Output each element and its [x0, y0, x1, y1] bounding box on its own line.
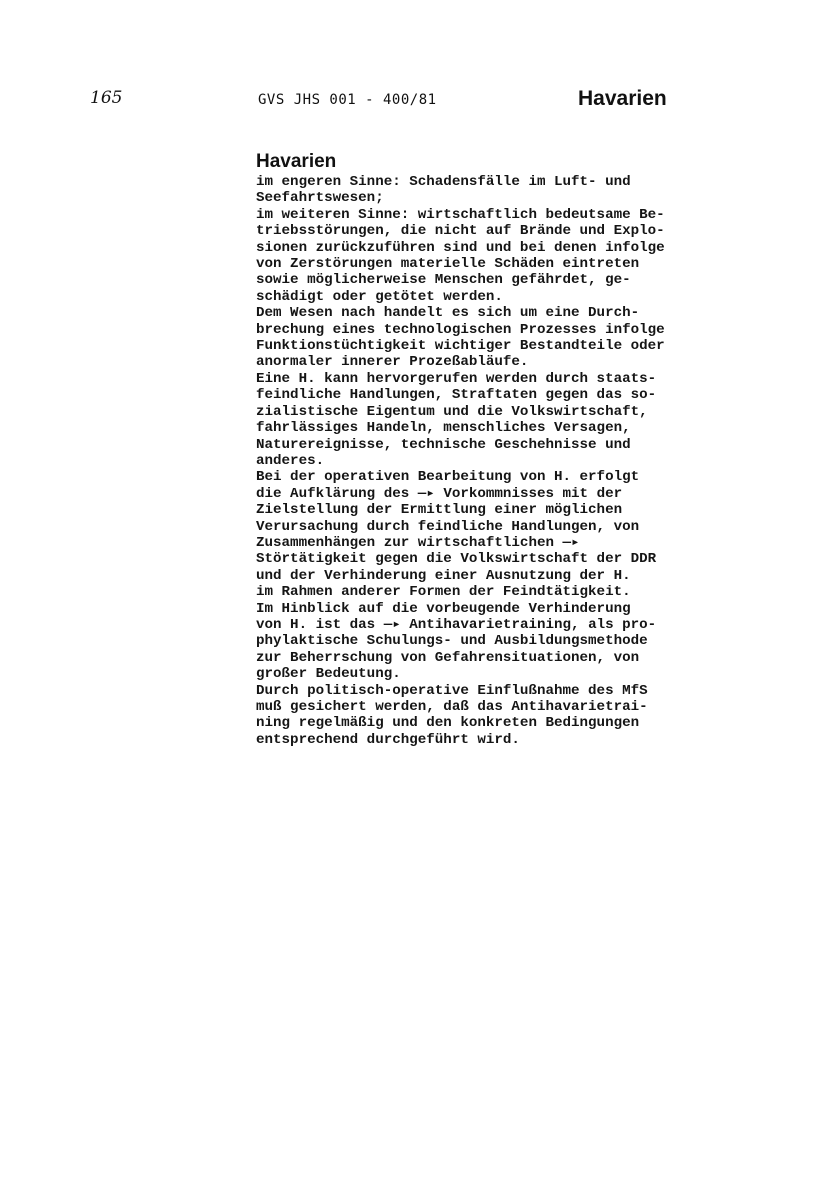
- text-line: triebsstörungen, die nicht auf Brände und Explo-: [256, 223, 665, 240]
- article: [256, 150, 746, 748]
- text-line: Störtätigkeit gegen die Volkswirtschaft der DDR: [256, 551, 657, 568]
- text-line: anormaler innerer Prozeßabläufe.: [256, 354, 529, 371]
- text-line: Zusammenhängen zur wirtschaftlichen —▸: [256, 534, 580, 551]
- text-line: Dem Wesen nach handelt es sich um eine Durch-: [256, 305, 640, 322]
- text-line: sowie möglicherweise Menschen gefährdet, ge-: [256, 272, 631, 289]
- article-title: Havarien: [256, 151, 337, 172]
- page-number: 165: [90, 88, 123, 108]
- text-line: anderes.: [256, 452, 325, 469]
- text-line: im weiteren Sinne: wirtschaftlich bedeutsame Be-: [256, 206, 665, 223]
- text-line: und der Verhinderung einer Ausnutzung der H.: [256, 567, 631, 584]
- text-line: ning regelmäßig und den konkreten Bedingungen: [256, 715, 640, 732]
- text-line: Durch politisch-operative Einflußnahme des MfS: [256, 682, 648, 699]
- text-line: Verursachung durch feindliche Handlungen, von: [256, 518, 640, 535]
- text-line: zialistische Eigentum und die Volkswirtschaft,: [256, 403, 648, 420]
- text-line: Im Hinblick auf die vorbeugende Verhinderung: [256, 600, 631, 617]
- text-line: großer Bedeutung.: [256, 666, 401, 683]
- text-line: Seefahrtswesen;: [256, 190, 384, 207]
- text-line: Bei der operativen Bearbeitung von H. erfolgt: [256, 469, 640, 486]
- text-line: feindliche Handlungen, Straftaten gegen das so-: [256, 387, 657, 404]
- text-line: fahrlässiges Handeln, menschliches Versagen,: [256, 420, 631, 437]
- article-body: [256, 174, 746, 748]
- text-line: Funktionstüchtigkeit wichtiger Bestandteile oder: [256, 338, 665, 355]
- text-line: zur Beherrschung von Gefahrensituationen, von: [256, 649, 640, 666]
- document-reference: GVS JHS 001 - 400/81: [258, 92, 437, 108]
- header-keyword: Havarien: [578, 87, 667, 110]
- text-line: muß gesichert werden, daß das Antihavarietrai-: [256, 699, 648, 715]
- text-line: Eine H. kann hervorgerufen werden durch staats-: [256, 370, 657, 387]
- text-line: von Zerstörungen materielle Schäden eintreten: [256, 256, 640, 273]
- text-line: im engeren Sinne: Schadensfälle im Luft- und: [256, 174, 631, 190]
- text-line: Naturereignisse, technische Geschehnisse und: [256, 436, 631, 453]
- text-line: brechung eines technologischen Prozesses infolge: [256, 321, 665, 338]
- text-line: im Rahmen anderer Formen der Feindtätigkeit.: [256, 584, 631, 601]
- text-line: die Aufklärung des —▸ Vorkommnisses mit der: [256, 485, 623, 502]
- text-line: Zielstellung der Ermittlung einer möglichen: [256, 502, 623, 519]
- text-line: schädigt oder getötet werden.: [256, 288, 503, 305]
- text-line: phylaktische Schulungs- und Ausbildungsmethode: [256, 633, 648, 650]
- text-line: sionen zurückzuführen sind und bei denen infolge: [256, 239, 665, 256]
- text-line: von H. ist das —▸ Antihavarietraining, als pro-: [256, 616, 657, 633]
- text-line: entsprechend durchgeführt wird.: [256, 731, 520, 748]
